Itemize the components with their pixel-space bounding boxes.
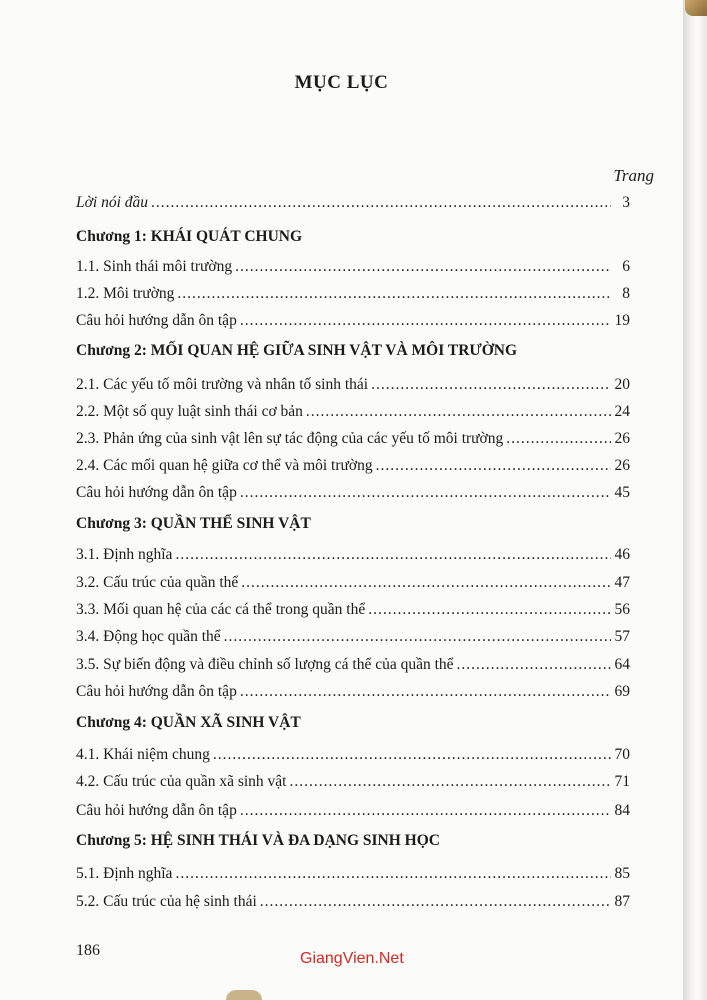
toc-entry-label: Lời nói đầu [76,194,149,211]
toc-entry-label: 2.4. Các mối quan hệ giữa cơ thể và môi trường [76,457,373,474]
toc-entry [76,376,630,398]
toc-entry [76,656,630,678]
toc-entry [76,628,630,650]
chapter-5-heading: Chương 5: HỆ SINH THÁI VÀ ĐA DẠNG SINH HỌC [76,832,440,849]
toc-entry-page: 71 [614,773,630,790]
toc-dot-leader [151,194,611,212]
toc-entry [76,746,630,768]
toc-entry-page: 6 [622,258,630,275]
toc-entry-label: 5.1. Định nghĩa [76,865,173,882]
toc-entry-page: 3 [622,194,630,211]
toc-dot-leader [240,683,611,701]
toc-entry-label: 5.2. Cấu trúc của hệ sinh thái [76,893,257,910]
toc-entry-page: 57 [614,628,630,645]
toc-dot-leader [240,312,611,330]
page-column-header: Trang [613,166,654,185]
toc-entry-label: 2.2. Một số quy luật sinh thái cơ bản [76,403,303,420]
toc-entry-label: 2.3. Phản ứng của sinh vật lên sự tác động của các yếu tố môi trường [76,430,504,447]
toc-dot-leader [175,546,611,564]
toc-entry-label: 4.1. Khái niệm chung [76,746,210,763]
toc-entry-page: 70 [614,746,630,763]
toc-entry-label: Câu hỏi hướng dẫn ôn tập [76,484,237,501]
toc-entry-page: 8 [622,285,630,302]
toc-entry [76,601,630,623]
toc-entry-preface [76,194,630,216]
toc-entry-page: 19 [614,312,630,329]
toc-entry [76,574,630,596]
chapter-2-heading: Chương 2: MỐI QUAN HỆ GIỮA SINH VẬT VÀ MÔI TRƯỜNG [76,342,518,359]
toc-entry-page: 56 [614,601,630,618]
toc-dot-leader [306,403,611,421]
page-edge [683,0,707,1000]
toc-dot-leader [240,802,611,820]
toc-dot-leader [175,865,611,883]
toc-entry [76,285,630,307]
toc-dot-leader [177,285,611,303]
toc-dot-leader [376,457,611,475]
toc-entry-label: 4.2. Cấu trúc của quần xã sinh vật [76,773,287,790]
toc-entry-label: Câu hỏi hướng dẫn ôn tập [76,802,237,819]
toc-entry [76,430,630,452]
toc-dot-leader [506,430,611,448]
toc-entry-page: 46 [614,546,630,563]
page-number: 186 [76,942,100,959]
toc-entry-label: 3.4. Động học quần thể [76,628,221,645]
toc-entry-label: 3.2. Cấu trúc của quần thể [76,574,239,591]
toc-entry-page: 26 [614,457,630,474]
toc-dot-leader [224,628,611,646]
toc-entry-page: 24 [614,403,630,420]
toc-entry-page: 26 [614,430,630,447]
toc-entry-label: 3.3. Mối quan hệ của các cá thể trong quần thể [76,601,366,618]
toc-dot-leader [213,746,611,764]
toc-entry-page: 69 [614,683,630,700]
chapter-1-heading: Chương 1: KHÁI QUÁT CHUNG [76,228,303,245]
toc-entry [76,773,630,795]
toc-entry-page: 45 [614,484,630,501]
toc-dot-leader [241,574,611,592]
toc-dot-leader [260,893,611,911]
toc-entry-label: 3.5. Sự biến động và điều chỉnh số lượng cá thể của quần thể [76,656,454,673]
toc-dot-leader [240,484,611,502]
toc-entry-label: 2.1. Các yếu tố môi trường và nhân tố sinh thái [76,376,369,393]
chapter-3-heading: Chương 3: QUẦN THỂ SINH VẬT [76,515,311,532]
toc-dot-leader [289,773,611,791]
toc-entry-label: 1.1. Sinh thái môi trường [76,258,233,275]
toc-entry [76,683,630,705]
toc-entry-label: Câu hỏi hướng dẫn ôn tập [76,683,237,700]
toc-entry [76,802,630,824]
toc-entry [76,403,630,425]
toc-entry-page: 87 [614,893,630,910]
toc-entry-label: 3.1. Định nghĩa [76,546,173,563]
bottom-decoration [226,990,262,1000]
corner-decoration [685,0,707,16]
toc-entry-page: 84 [614,802,630,819]
toc-dot-leader [235,258,611,276]
toc-dot-leader [457,656,611,674]
toc-entry-label: Câu hỏi hướng dẫn ôn tập [76,312,237,329]
toc-dot-leader [371,376,611,394]
toc-entry [76,546,630,568]
toc-entry [76,457,630,479]
toc-entry-page: 20 [614,376,630,393]
toc-entry-label: 1.2. Môi trường [76,285,175,302]
toc-entry-page: 47 [614,574,630,591]
toc-entry [76,893,630,915]
chapter-4-heading: Chương 4: QUẦN XÃ SINH VẬT [76,714,301,731]
toc-entry [76,312,630,334]
toc-entry-page: 85 [614,865,630,882]
toc-entry [76,258,630,280]
toc-entry [76,484,630,506]
watermark-text: GiangVien.Net [300,950,404,967]
toc-dot-leader [368,601,611,619]
toc-entry [76,865,630,887]
page-title: MỤC LỤC [294,72,389,93]
toc-entry-page: 64 [614,656,630,673]
